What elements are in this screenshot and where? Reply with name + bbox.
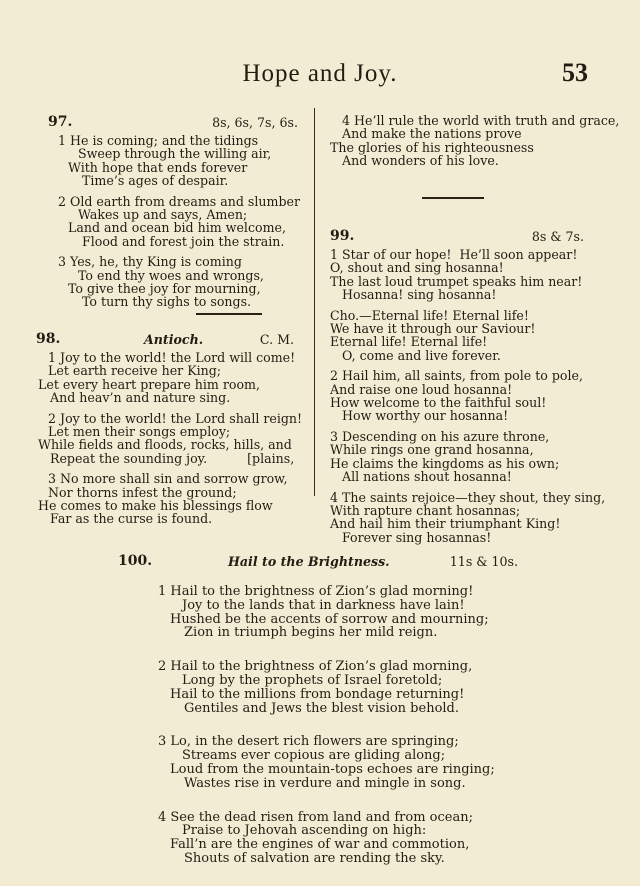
verse-line: 3 Yes, he, thy King is coming	[58, 254, 242, 270]
verse	[118, 660, 518, 715]
verse-line: Repeat the sounding joy. [plains,	[50, 450, 295, 466]
verse	[48, 134, 298, 188]
verse-line: And make the nations prove	[342, 126, 522, 142]
verse-line: And hail him their triumphant King!	[330, 516, 561, 532]
section-ornament-rule	[422, 197, 484, 199]
verse-line: Nor thorns infest the ground;	[48, 484, 237, 500]
verse	[36, 412, 308, 466]
verse-line: He comes to make his blessings flow	[38, 498, 273, 514]
verse-line: 2 Hail to the brightness of Zion’s glad morning,	[158, 659, 473, 675]
hymn-continuation	[316, 113, 620, 175]
verse-line: Land and ocean bid him welcome,	[68, 220, 286, 236]
verse-line: Praise to Jehovah ascending on high:	[182, 823, 427, 839]
verse-line: To end thy woes and wrongs,	[78, 267, 264, 283]
verse	[316, 248, 584, 302]
verse-line: 2 Hail him, all saints, from pole to pole,	[330, 368, 583, 384]
hymn-number: 99.	[330, 228, 355, 244]
verse-line: How welcome to the faithful soul!	[330, 395, 547, 411]
verse-line: 1 He is coming; and the tidings	[58, 133, 259, 148]
verse-line: All nations shout hosanna!	[342, 469, 512, 485]
verse-line: Long by the prophets of Israel foretold;	[182, 672, 443, 688]
verse	[36, 351, 308, 405]
page-title: Hope and Joy.	[242, 60, 398, 87]
verse-line: Let earth receive her King;	[48, 363, 222, 379]
verse	[118, 811, 518, 866]
hymn-100	[118, 555, 518, 886]
hymn-meter: C. M.	[259, 332, 294, 347]
verse-line: 2 Old earth from dreams and slumber	[58, 193, 301, 209]
verse-line: Wakes up and says, Amen;	[78, 207, 248, 223]
verse-line: Hail to the millions from bondage returning!	[170, 686, 465, 702]
verse	[48, 193, 301, 249]
verse-line: While rings one grand hosanna,	[330, 442, 534, 458]
verse	[316, 309, 584, 363]
verse	[316, 113, 620, 169]
verse-line: Hushed be the accents of sorrow and mourning;	[170, 611, 489, 627]
verse-line: 4 See the dead risen from land and from ocean;	[158, 809, 473, 825]
verse-line: 1 Hail to the brightness of Zion’s glad morning!	[158, 584, 474, 599]
hymn-meter: 8s & 7s.	[531, 229, 584, 244]
verse-line: Far as the curse is found.	[50, 511, 213, 527]
verse-line: Streams ever copious are gliding along;	[182, 748, 446, 764]
verse-line: 2 Joy to the world! the Lord shall reign!	[48, 410, 303, 426]
verse-line: 4 He’ll rule the world with truth and grace,	[342, 113, 620, 128]
verse-line: Eternal life! Eternal life!	[330, 334, 488, 350]
hymn-number: 97.	[48, 114, 73, 130]
verse-line: To turn thy sighs to songs.	[82, 294, 252, 310]
verse	[316, 430, 584, 484]
verse-line: Wastes rise in verdure and mingle in song.	[184, 775, 466, 791]
column-divider	[314, 108, 315, 496]
verse-line: The glories of his righteousness	[330, 139, 534, 155]
page-number: 53	[562, 58, 588, 87]
verse-line: Let every heart prepare him room,	[38, 376, 260, 392]
verse-line: Time’s ages of despair.	[82, 173, 229, 189]
hymn-meter: 8s, 6s, 7s, 6s.	[212, 115, 298, 130]
verse	[48, 255, 298, 309]
verse-line: With rapture chant hosannas;	[330, 502, 521, 518]
verse	[118, 735, 518, 790]
hymn-tune: Hail to the Brightness.	[228, 554, 390, 569]
verse-line: 3 Descending on his azure throne,	[330, 428, 550, 444]
verse-line: How worthy our hosanna!	[342, 408, 509, 424]
verse	[118, 585, 518, 640]
hymn-99	[316, 228, 606, 551]
verse-line: The last loud trumpet speaks him near!	[330, 273, 583, 289]
verse-line: Gentiles and Jews the blest vision behold.	[184, 700, 460, 716]
hymn-97	[48, 114, 301, 316]
verse-line: We have it through our Saviour!	[330, 321, 536, 337]
verse-line: Joy to the lands that in darkness have lain!	[182, 597, 465, 613]
verse-line: 4 The saints rejoice—they shout, they sing,	[330, 489, 606, 505]
verse-line: He claims the kingdoms as his own;	[330, 455, 560, 471]
verse-line: 1 Joy to the world! the Lord will come!	[48, 350, 296, 365]
verse-line: While fields and floods, rocks, hills, and	[38, 437, 292, 453]
hymn-meter: 11s & 10s.	[449, 554, 518, 569]
verse-line: O, come and live forever.	[342, 347, 501, 363]
verse-line: O, shout and sing hosanna!	[330, 260, 504, 276]
verse-line: Let men their songs employ;	[48, 424, 231, 440]
verse-line: Shouts of salvation are rending the sky.	[184, 850, 445, 866]
verse-line: Zion in triumph begins her mild reign.	[184, 625, 438, 641]
verse-line: 3 No more shall sin and sorrow grow,	[48, 471, 288, 487]
verse-line: Cho.—Eternal life! Eternal life!	[330, 307, 529, 323]
verse-line: Hosanna! sing hosanna!	[342, 287, 497, 303]
verse	[36, 472, 308, 526]
verse-line: With hope that ends forever	[68, 159, 248, 175]
verse-line: And heav’n and nature sing.	[50, 390, 231, 406]
verse-line: Fall’n are the engines of war and commotion,	[170, 837, 470, 853]
verse	[316, 369, 584, 423]
verse-line: 1 Star of our hope! He’ll soon appear!	[330, 247, 578, 262]
verse-line: Sweep through the willing air,	[78, 146, 272, 162]
verse-line: 3 Lo, in the desert rich flowers are springing;	[158, 734, 459, 750]
verse-line: And wonders of his love.	[342, 153, 499, 169]
hymn-number: 98.	[36, 331, 61, 347]
hymn-number: 100.	[118, 553, 153, 569]
verse-line: Loud from the mountain-tops echoes are ringing;	[170, 761, 495, 777]
hymn-98	[36, 333, 308, 533]
verse	[316, 489, 606, 545]
verse-line: And raise one loud hosanna!	[330, 381, 513, 397]
verse-line: Flood and forest join the strain.	[82, 233, 285, 249]
verse-line: To give thee joy for mourning,	[68, 281, 261, 297]
hymn-tune: Antioch.	[144, 332, 204, 347]
verse-line: Forever sing hosannas!	[342, 529, 492, 545]
